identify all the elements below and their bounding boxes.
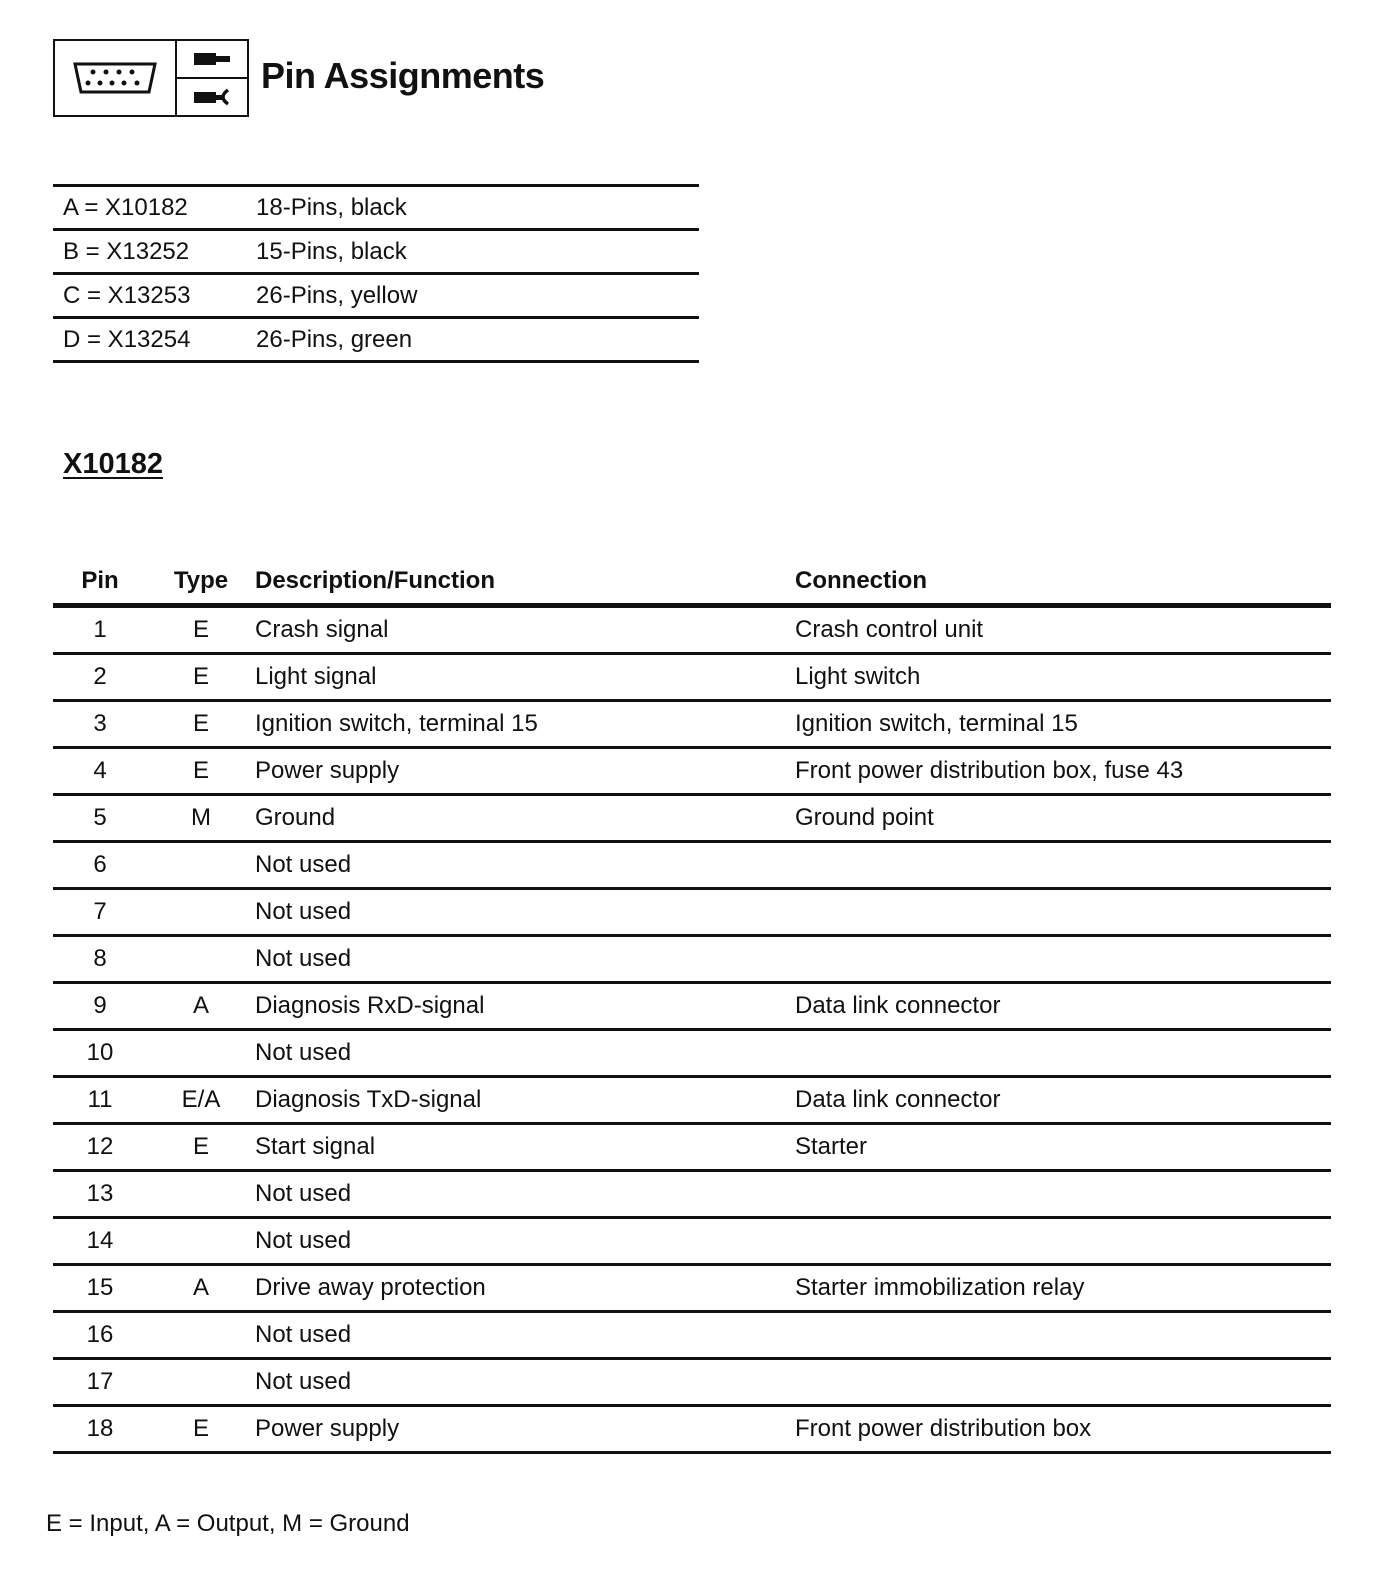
pin-type: E [147,1124,255,1171]
table-row [53,795,1331,842]
connector-symbol-box [53,39,249,117]
type-legend: E = Input, A = Output, M = Ground [46,1510,410,1537]
table-row [53,1124,1331,1171]
pin-connection [795,936,1331,983]
pin-number: 12 [53,1124,147,1171]
pin-connection [795,1218,1331,1265]
connector-description: 18-Pins, black [246,186,699,230]
pin-type: A [147,1265,255,1312]
connector-list [53,184,699,363]
column-header-type: Type [147,558,255,606]
pin-description: Diagnosis TxD-signal [255,1077,795,1124]
pin-connection [795,1312,1331,1359]
pin-number: 6 [53,842,147,889]
connector-row [53,230,699,274]
pin-number: 16 [53,1312,147,1359]
pin-connection: Starter [795,1124,1331,1171]
pin-number: 4 [53,748,147,795]
pin-number: 15 [53,1265,147,1312]
connector-row [53,318,699,362]
table-header-row [53,558,1331,606]
pin-connection: Light switch [795,654,1331,701]
pin-type [147,1218,255,1265]
pin-description: Not used [255,1218,795,1265]
section-heading: X10182 [63,448,163,480]
table-row [53,936,1331,983]
pin-type [147,936,255,983]
pin-description: Crash signal [255,606,795,654]
pin-type: E [147,748,255,795]
pin-description: Not used [255,1359,795,1406]
pin-description: Not used [255,1030,795,1077]
table-row [53,842,1331,889]
pin-connection [795,1359,1331,1406]
socket-icon [177,79,247,115]
pin-type: E [147,654,255,701]
pin-type [147,842,255,889]
column-header-pin: Pin [53,558,147,606]
pin-connection: Front power distribution box [795,1406,1331,1453]
column-header-description: Description/Function [255,558,795,606]
connector-row [53,186,699,230]
table-row [53,701,1331,748]
table-row [53,1359,1331,1406]
pin-connection: Starter immobilization relay [795,1265,1331,1312]
connector-code: D = X13254 [53,318,246,362]
table-row [53,606,1331,654]
pin-type: M [147,795,255,842]
table-row [53,983,1331,1030]
connector-icon [55,41,177,115]
table-row [53,1312,1331,1359]
page-title: Pin Assignments [261,55,545,96]
pin-description: Light signal [255,654,795,701]
table-row [53,1077,1331,1124]
pin-connection: Data link connector [795,1077,1331,1124]
pin-connection: Front power distribution box, fuse 43 [795,748,1331,795]
pin-connection: Ignition switch, terminal 15 [795,701,1331,748]
pin-number: 17 [53,1359,147,1406]
pin-type: E [147,1406,255,1453]
pin-description: Ground [255,795,795,842]
pin-number: 13 [53,1171,147,1218]
pin-number: 2 [53,654,147,701]
pin-description: Not used [255,1312,795,1359]
pin-type [147,1171,255,1218]
connector-row [53,274,699,318]
connector-description: 26-Pins, yellow [246,274,699,318]
pin-connection [795,842,1331,889]
column-header-connection: Connection [795,558,1331,606]
pin-table [53,558,1331,1454]
pin-connection [795,1171,1331,1218]
pin-number: 7 [53,889,147,936]
pin-type: E [147,701,255,748]
pin-connection [795,889,1331,936]
pin-number: 9 [53,983,147,1030]
pin-connection: Data link connector [795,983,1331,1030]
pin-description: Not used [255,936,795,983]
pin-type [147,1312,255,1359]
pin-type [147,1030,255,1077]
pin-type: E/A [147,1077,255,1124]
table-row [53,748,1331,795]
pin-connection: Crash control unit [795,606,1331,654]
pin-number: 10 [53,1030,147,1077]
pin-description: Start signal [255,1124,795,1171]
pin-number: 5 [53,795,147,842]
table-row [53,1171,1331,1218]
connector-code: A = X10182 [53,186,246,230]
pin-description: Drive away protection [255,1265,795,1312]
plug-icon [177,41,247,79]
pin-description: Not used [255,889,795,936]
connector-code: C = X13253 [53,274,246,318]
pin-connection: Ground point [795,795,1331,842]
pin-description: Diagnosis RxD-signal [255,983,795,1030]
pin-description: Power supply [255,748,795,795]
table-row [53,889,1331,936]
table-row [53,654,1331,701]
pin-description: Power supply [255,1406,795,1453]
connector-description: 15-Pins, black [246,230,699,274]
pin-number: 18 [53,1406,147,1453]
page-header [53,39,544,117]
pin-number: 11 [53,1077,147,1124]
connector-code: B = X13252 [53,230,246,274]
pin-type: E [147,606,255,654]
table-row [53,1406,1331,1453]
pin-description: Not used [255,1171,795,1218]
pin-number: 3 [53,701,147,748]
pin-description: Ignition switch, terminal 15 [255,701,795,748]
table-row [53,1218,1331,1265]
table-row [53,1030,1331,1077]
pin-number: 14 [53,1218,147,1265]
pin-type [147,1359,255,1406]
pin-number: 8 [53,936,147,983]
pin-type: A [147,983,255,1030]
connector-description: 26-Pins, green [246,318,699,362]
pin-type [147,889,255,936]
table-row [53,1265,1331,1312]
pin-description: Not used [255,842,795,889]
pin-number: 1 [53,606,147,654]
pin-connection [795,1030,1331,1077]
